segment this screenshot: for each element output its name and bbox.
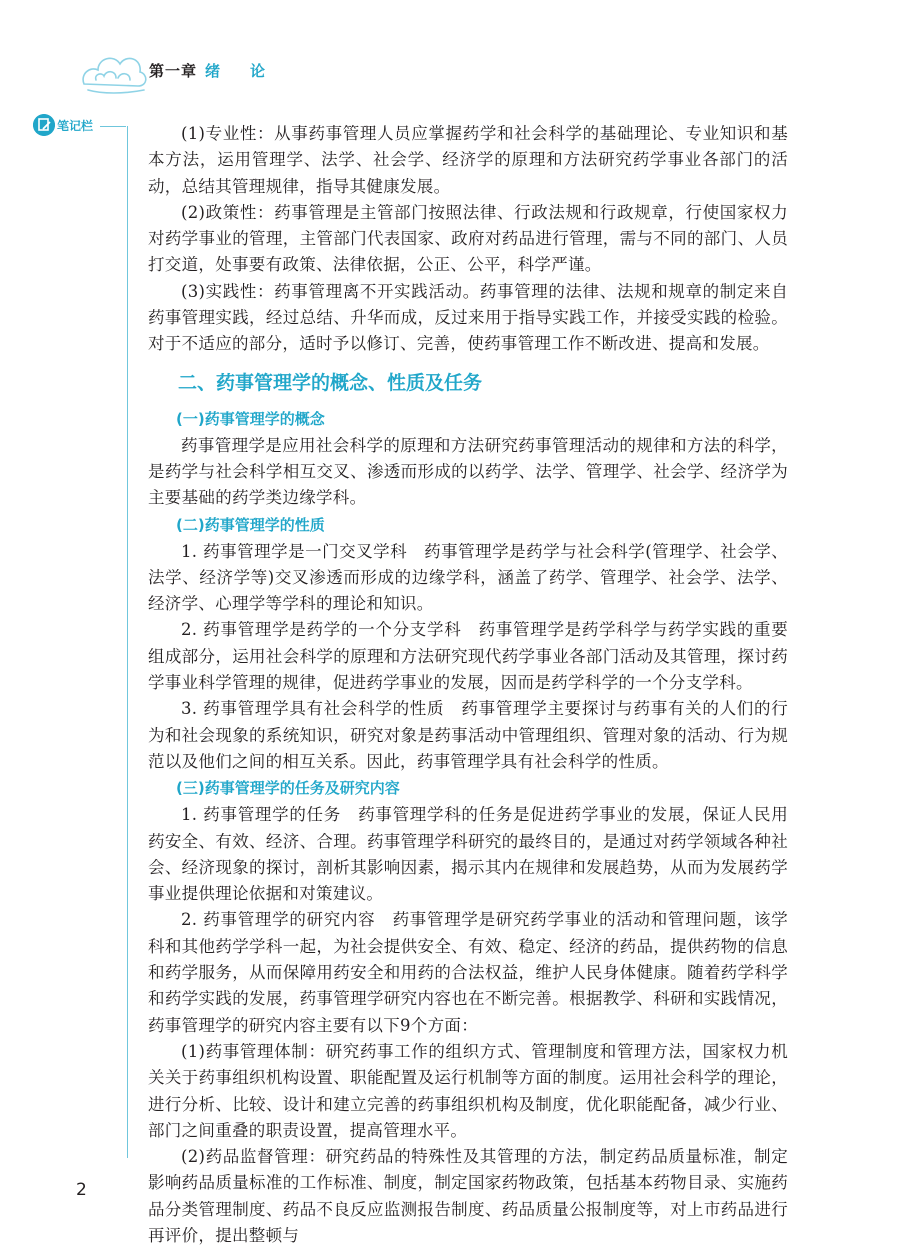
paragraph: (2)政策性：药事管理是主管部门按照法律、行政法规和行政规章，行使国家权力对药学事业的管理，主管部门代表国家、政府对药品进行管理，需与不同的部门、人员打交道，处事要有政策、法律依据，公正、公平，科学严谨。 xyxy=(148,202,788,275)
page-header xyxy=(0,0,900,100)
paragraph: 1. 药事管理学是一门交叉学科 药事管理学是药学与社会科学(管理学、社会学、法学、经济学等)交叉渗透而形成的边缘学科，涵盖了药学、管理学、社会学、法学、经济学、心理学等学科的理论和知识。 xyxy=(148,541,788,614)
paragraph: 药事管理学是应用社会科学的原理和方法研究药事管理活动的规律和方法的科学，是药学与社会科学相互交叉、渗透而形成的以药学、法学、管理学、社会学、经济学为主要基础的药学类边缘学科。 xyxy=(148,435,788,508)
page-number: 2 xyxy=(76,1180,87,1200)
notes-divider xyxy=(100,126,126,127)
paragraph: 2. 药事管理学的研究内容 药事管理学是研究药学事业的活动和管理问题，该学科和其他药学学科一起，为社会提供安全、有效、稳定、经济的药品，提供药物的信息和药学服务，从而保障用药安全和用药的合法权益，维护人民身体健康。随着药学科学和药学实践的发展，药事管理学研究内容也在不断完善。根据教学、科研和实践情况，药事管理学的研究内容主要有以下9个方面： xyxy=(148,910,788,1035)
section-heading: 二、药事管理学的概念、性质及任务 xyxy=(178,371,483,394)
main-content xyxy=(148,121,788,1249)
paragraph: (1)药事管理体制：研究药事工作的组织方式、管理制度和管理方法，国家权力机关关于药事组织机构设置、职能配置及运行机制等方面的制度。运用社会科学的理论，进行分析、比较、设计和建立完善的药事组织机构及制度，优化职能配备，减少行业、部门之间重叠的职责设置，提高管理水平。 xyxy=(148,1041,788,1140)
subsection-heading-concept: (一)药事管理学的概念 xyxy=(176,409,325,428)
paragraph: (1)专业性：从事药事管理人员应掌握药学和社会科学的基础理论、专业知识和基本方法，运用管理学、法学、社会学、经济学的原理和方法研究药学事业各部门的活动，总结其管理规律，指导其健康发展。 xyxy=(148,124,788,196)
paragraph: 3. 药事管理学具有社会科学的性质 药事管理学主要探讨与药事有关的人们的行为和社会现象的系统知识，研究对象是药事活动中管理组织、管理对象的活动、行为规范以及他们之间的相互关系。因此，药事管理学具有社会科学的性质。 xyxy=(148,699,788,771)
chapter-label: 第一章 xyxy=(149,62,198,80)
cloud-ornament-icon xyxy=(78,40,150,96)
chapter-title: 绪论 xyxy=(205,62,296,80)
paragraph: (3)实践性：药事管理离不开实践活动。药事管理的法律、法规和规章的制定来自药事管理实践，经过总结、升华而成，反过来用于指导实践工作，并接受实践的检验。对于不适应的部分，适时予以修订、完善，使药事管理工作不断改进、提高和发展。 xyxy=(148,281,788,354)
paragraph: 2. 药事管理学是药学的一个分支学科 药事管理学是药学科学与药学实践的重要组成部分，运用社会科学的原理和方法研究现代药学事业各部门活动及其管理，探讨药学事业科学管理的规律，促进药学事业的发展，因而是药学科学的一个分支学科。 xyxy=(148,620,788,693)
subsection-heading-tasks: (三)药事管理学的任务及研究内容 xyxy=(176,779,400,798)
notes-label: 笔记栏 xyxy=(57,119,94,133)
subsection-heading-nature: (二)药事管理学的性质 xyxy=(176,515,325,534)
pencil-note-icon xyxy=(33,114,55,136)
margin-rule xyxy=(127,126,128,1158)
paragraph: 1. 药事管理学的任务 药事管理学科的任务是促进药学事业的发展，保证人民用药安全、有效、经济、合理。药事管理学科研究的最终目的，是通过对药学领域各种社会、经济现象的探讨，剖析其影响因素，揭示其内在规律和发展趋势，从而为发展药学事业提供理论依据和对策建议。 xyxy=(148,805,788,904)
paragraph: (2)药品监督管理：研究药品的特殊性及其管理的方法，制定药品质量标准，制定影响药品质量标准的工作标准、制度，制定国家药物政策，包括基本药物目录、实施药品分类管理制度、药品不良反应监测报告制度、药品质量公报制度等，对上市药品进行再评价，提出整顿与 xyxy=(148,1147,788,1245)
